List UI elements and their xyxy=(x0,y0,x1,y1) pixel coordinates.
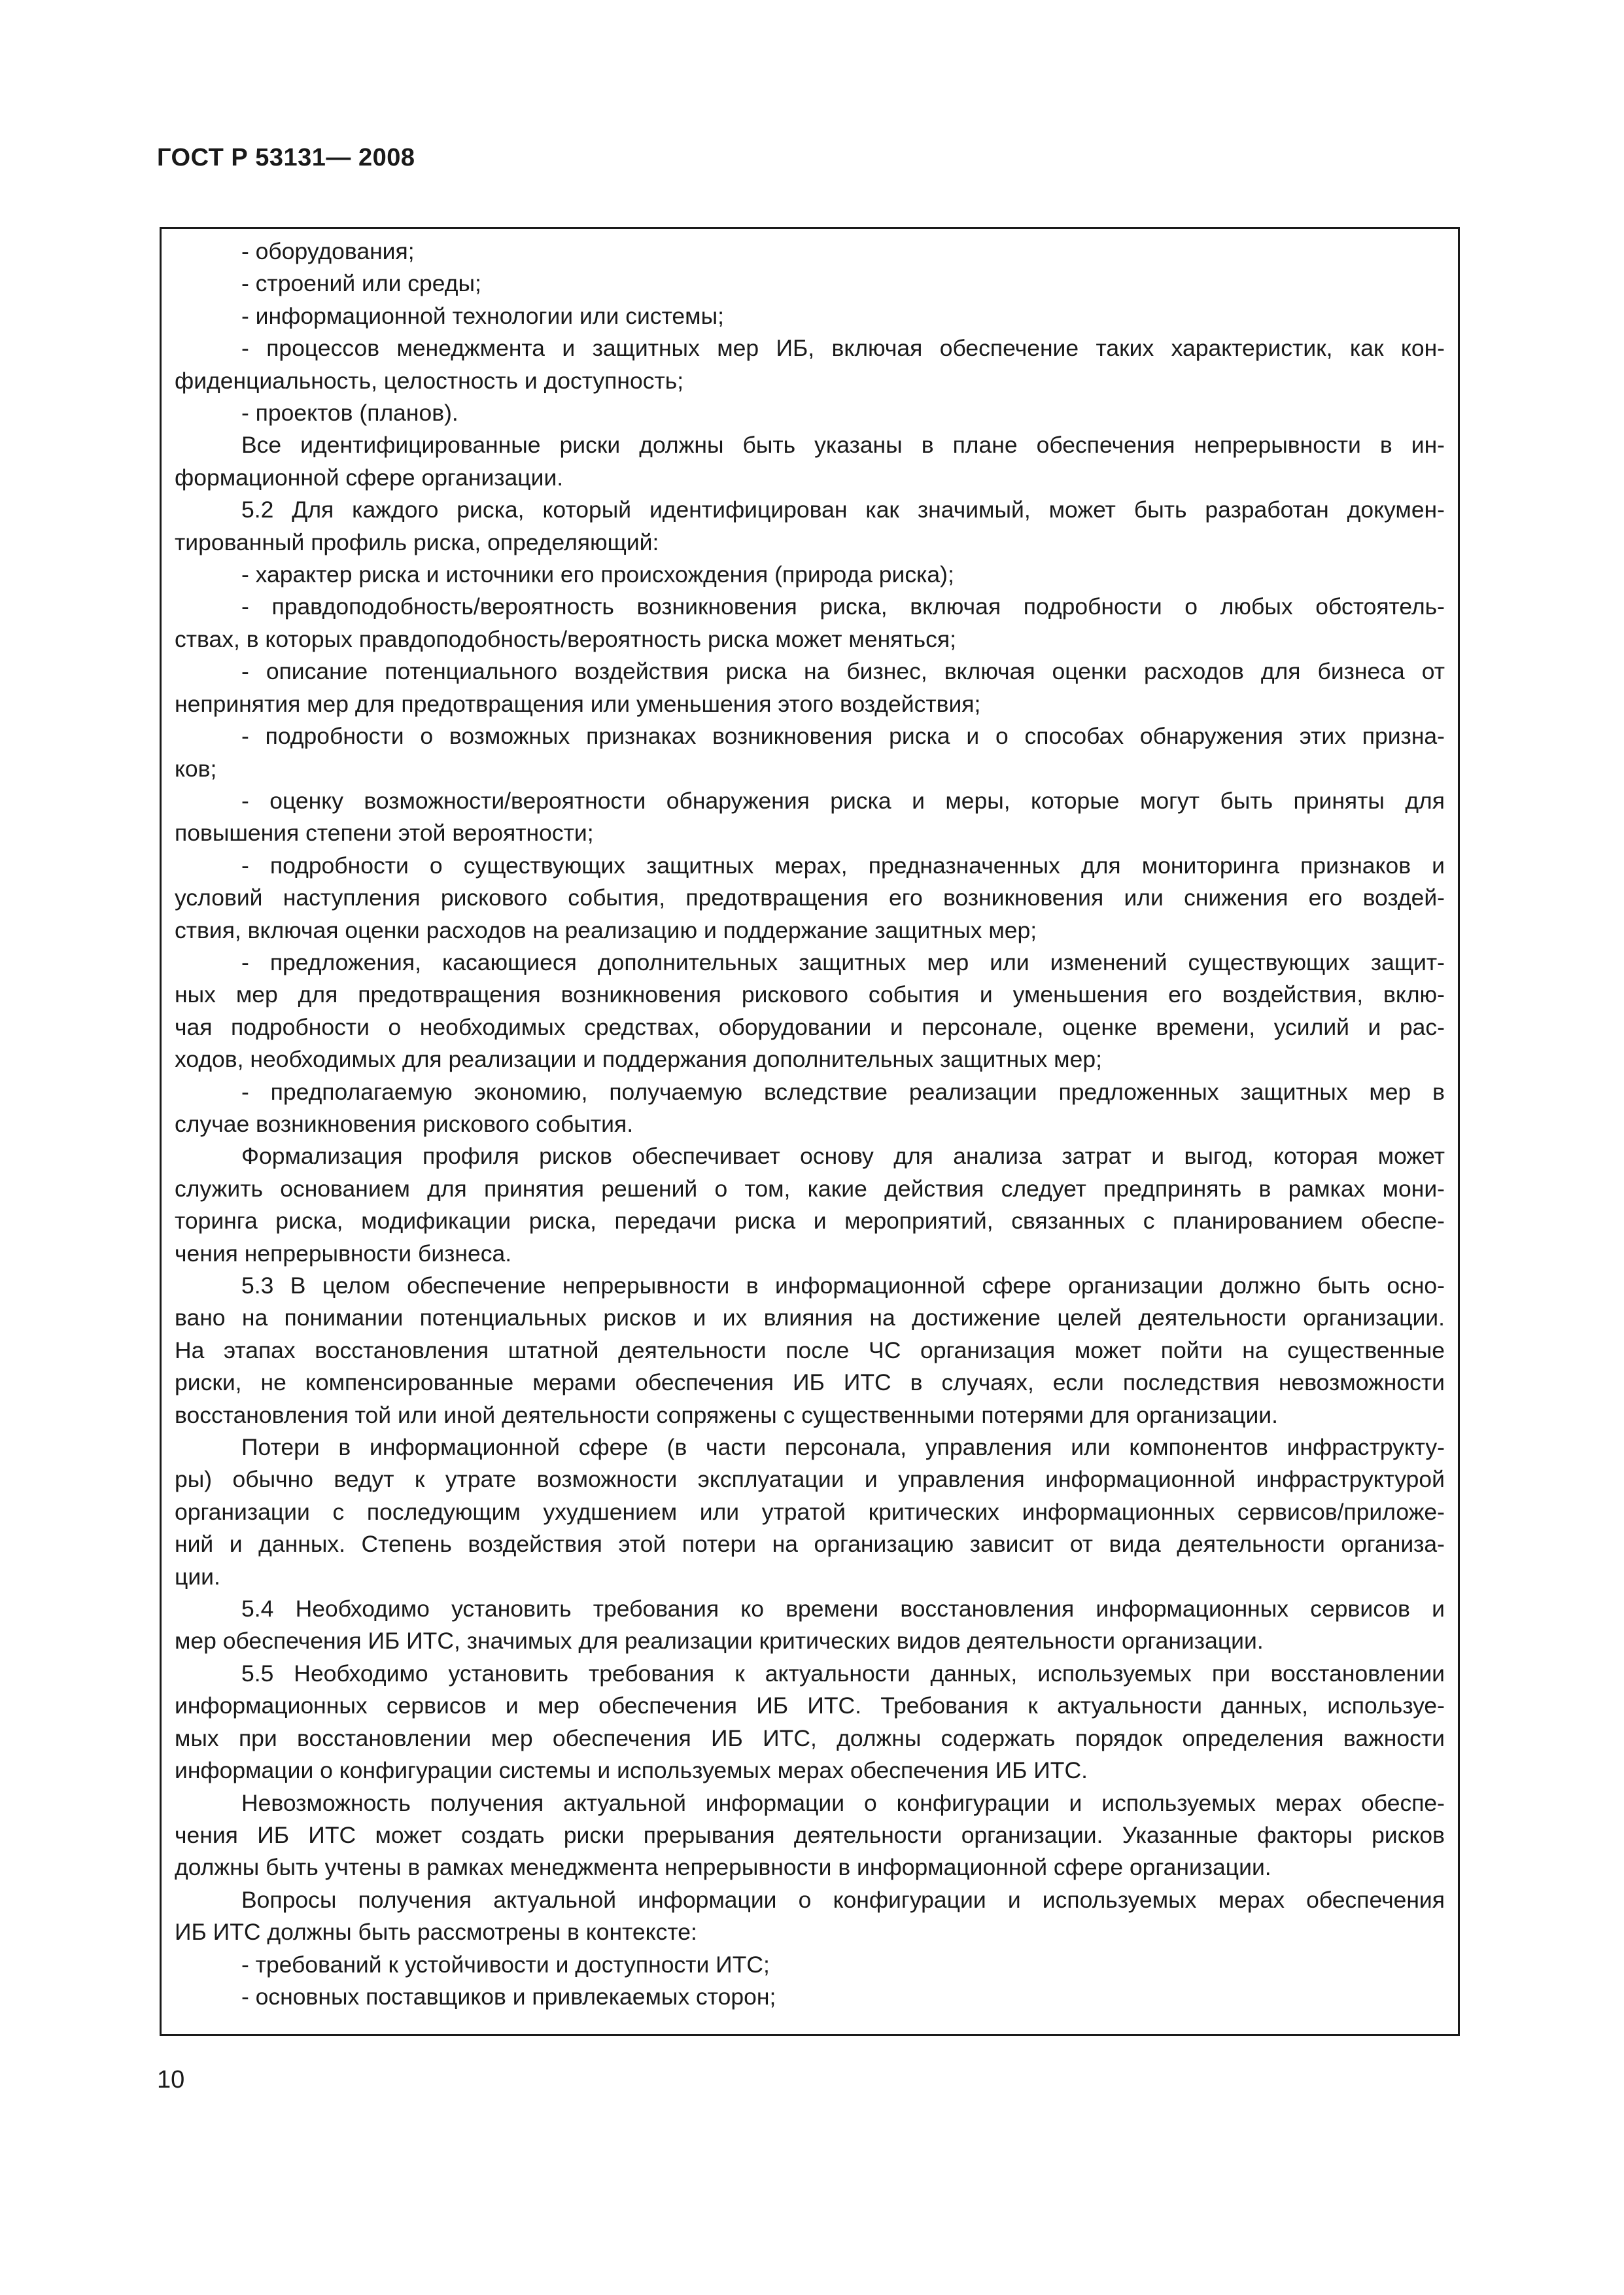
text-line: организации с последующим ухудшением или утратой критических информационных сервисов/приложе- xyxy=(175,1498,1445,1525)
text-line: служить основанием для принятия решений о том, какие действия следует предпринять в рамках мони- xyxy=(175,1175,1445,1202)
text-line: непринятия мер для предотвращения или уменьшения этого воздействия; xyxy=(175,690,981,717)
text-line: - оборудования; xyxy=(241,238,415,264)
text-line: 5.4 Необходимо установить требования ко времени восстановления информационных сервисов и xyxy=(241,1596,1445,1622)
text-line: - предполагаемую экономию, получаемую вследствие реализации предложенных защитных мер в xyxy=(241,1078,1445,1105)
text-line: ний и данных. Степень воздействия этой потери на организацию зависит от вида деятельности организа- xyxy=(175,1531,1445,1558)
text-line: - основных поставщиков и привлекаемых сторон; xyxy=(241,1983,776,2010)
text-line: 5.3 В целом обеспечение непрерывности в информационной сфере организации должно быть осно- xyxy=(241,1272,1445,1299)
text-line: чая подробности о необходимых средствах, оборудовании и персонале, оценке времени, усилий и рас- xyxy=(175,1013,1445,1040)
text-line: риски, не компенсированные мерами обеспечения ИБ ИТС в случаях, если последствия невозможности xyxy=(175,1369,1445,1396)
text-line: - информационной технологии или системы; xyxy=(241,302,724,329)
text-line: - строений или среды; xyxy=(241,270,481,297)
text-line: мых при восстановлении мер обеспечения ИБ ИТС, должны содержать порядок определения важности xyxy=(175,1725,1445,1751)
text-line: - подробности о существующих защитных мерах, предназначенных для мониторинга признаков и xyxy=(241,852,1445,879)
text-line: Вопросы получения актуальной информации о конфигурации и используемых мерах обеспечения xyxy=(241,1886,1445,1913)
text-line: На этапах восстановления штатной деятельности после ЧС организация может пойти на существенные xyxy=(175,1337,1445,1363)
text-line: ры) обычно ведут к утрате возможности эксплуатации и управления информационной инфраструктурой xyxy=(175,1466,1445,1493)
text-line: торинга риска, модификации риска, передачи риска и мероприятий, связанных с планированием обеспе- xyxy=(175,1208,1445,1235)
text-line: формационной сфере организации. xyxy=(175,464,564,491)
text-line: Невозможность получения актуальной информации о конфигурации и используемых мерах обеспе- xyxy=(241,1789,1445,1816)
body-text xyxy=(175,236,1445,2013)
text-line: - оценку возможности/вероятности обнаружения риска и меры, которые могут быть приняты для xyxy=(241,787,1445,814)
text-line: ИБ ИТС должны быть рассмотрены в контексте: xyxy=(175,1919,697,1946)
text-line: фиденциальность, целостность и доступность; xyxy=(175,367,684,394)
text-line: - процессов менеджмента и защитных мер ИБ, включая обеспечение таких характеристик, как кон- xyxy=(241,335,1445,362)
text-line: 5.5 Необходимо установить требования к актуальности данных, используемых при восстановлении xyxy=(241,1660,1445,1687)
text-line: чения непрерывности бизнеса. xyxy=(175,1240,512,1267)
text-line: Потери в информационной сфере (в части персонала, управления или компонентов инфраструкту- xyxy=(241,1434,1445,1461)
text-line: чения ИБ ИТС может создать риски прерывания деятельности организации. Указанные факторы рисков xyxy=(175,1821,1445,1848)
text-line: Формализация профиля рисков обеспечивает основу для анализа затрат и выгод, которая может xyxy=(241,1143,1445,1170)
text-line: случае возникновения рискового события. xyxy=(175,1110,634,1137)
text-line: ции. xyxy=(175,1563,220,1590)
page-number: 10 xyxy=(157,2066,185,2094)
text-line: повышения степени этой вероятности; xyxy=(175,820,594,847)
document-header: ГОСТ Р 53131— 2008 xyxy=(157,144,415,171)
text-line: вано на понимании потенциальных рисков и их влияния на достижение целей деятельности организации. xyxy=(175,1305,1445,1331)
text-line: мер обеспечения ИБ ИТС, значимых для реализации критических видов деятельности организации. xyxy=(175,1628,1264,1655)
text-line: - предложения, касающиеся дополнительных защитных мер или изменений существующих защит- xyxy=(241,949,1445,975)
text-line: - требований к устойчивости и доступности ИТС; xyxy=(241,1951,770,1978)
text-line: условий наступления рискового события, предотвращения его возникновения или снижения его воздей- xyxy=(175,885,1445,911)
text-line: ствия, включая оценки расходов на реализацию и поддержание защитных мер; xyxy=(175,917,1037,943)
text-line: информации о конфигурации системы и используемых мерах обеспечения ИБ ИТС. xyxy=(175,1757,1088,1784)
text-line: - подробности о возможных признаках возникновения риска и о способах обнаружения этих призна- xyxy=(241,723,1445,750)
text-line: ходов, необходимых для реализации и поддержания дополнительных защитных мер; xyxy=(175,1046,1102,1073)
text-line: - характер риска и источники его происхождения (природа риска); xyxy=(241,561,954,588)
text-line: информационных сервисов и мер обеспечения ИБ ИТС. Требования к актуальности данных, используе- xyxy=(175,1692,1445,1719)
text-line: ных мер для предотвращения возникновения рискового события и уменьшения его воздействия, вклю- xyxy=(175,981,1445,1008)
text-line: 5.2 Для каждого риска, который идентифицирован как значимый, может быть разработан докумен- xyxy=(241,497,1445,523)
text-line: - проектов (планов). xyxy=(241,400,458,427)
content-frame xyxy=(160,227,1460,2036)
text-line: восстановления той или иной деятельности сопряжены с существенными потерями для организации. xyxy=(175,1401,1278,1428)
text-line: ствах, в которых правдоподобность/вероятность риска может меняться; xyxy=(175,625,956,652)
text-line: тированный профиль риска, определяющий: xyxy=(175,529,659,555)
text-line: - правдоподобность/вероятность возникновения риска, включая подробности о любых обстоятель- xyxy=(241,593,1445,620)
text-line: - описание потенциального воздействия риска на бизнес, включая оценки расходов для бизнеса от xyxy=(241,658,1445,685)
text-line: должны быть учтены в рамках менеджмента непрерывности в информационной сфере организации. xyxy=(175,1854,1271,1881)
text-line: Все идентифицированные риски должны быть указаны в плане обеспечения непрерывности в ин- xyxy=(241,432,1445,459)
text-line: ков; xyxy=(175,755,217,782)
